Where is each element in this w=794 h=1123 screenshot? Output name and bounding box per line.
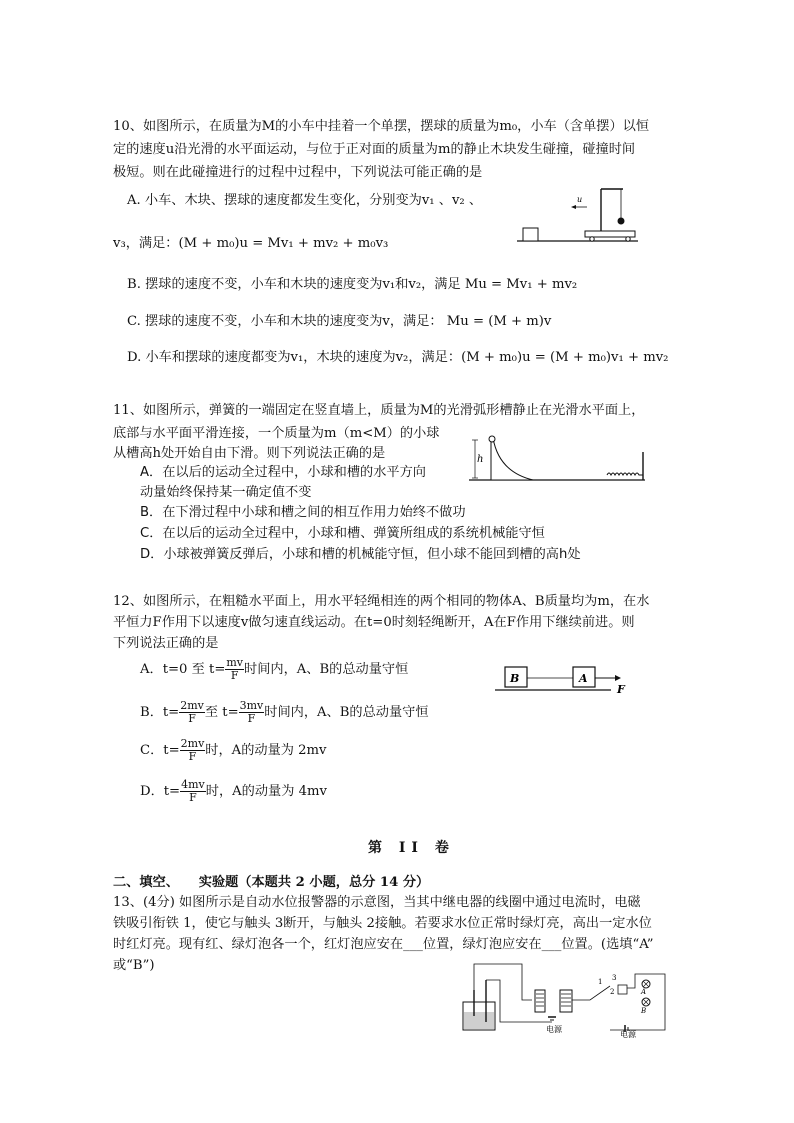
- q11-option-d: D．小球被弹簧反弹后，小球和槽的机械能守恒，但小球不能回到槽的高h处: [140, 547, 581, 562]
- water: [464, 1012, 494, 1029]
- lamp-a-label: A: [641, 988, 647, 996]
- q13-figure-water-alarm: [460, 960, 680, 1038]
- cart-body: [585, 231, 635, 237]
- height-label: h: [477, 454, 484, 465]
- force-arrowhead: [615, 675, 621, 681]
- lamp-b-label: B: [641, 1007, 647, 1015]
- contact-1-label: 1: [598, 978, 603, 986]
- block-b-label: B: [510, 672, 520, 685]
- relay-contact: [618, 985, 627, 994]
- q10-option-a-line2: v₃，满足：(M + m₀)u = Mv₁ + mv₂ + m₀v₃: [113, 236, 389, 251]
- q13-stem-line3: 时红灯亮。现有红、绿灯泡各一个，红灯泡应安在___位置，绿灯泡应安在___位置。(选填“A”: [113, 937, 654, 952]
- force-label: F: [617, 683, 625, 696]
- velocity-label: u: [577, 195, 583, 204]
- wood-block: [523, 228, 538, 241]
- cart-wheel-left: [590, 237, 594, 241]
- q11-stem-line1: 11、如图所示，弹簧的一端固定在竖直墙上，质量为M的光滑弧形槽静止在光滑水平面上，: [113, 403, 645, 418]
- q12-option-d: D．t= $\frac{4mv}{F}$ 时，A的动量为 4mv: [140, 778, 327, 804]
- q11-option-a-line1: A．在以后的运动全过程中，小球和槽的水平方向: [140, 465, 426, 480]
- q11-option-c: C．在以后的运动全过程中，小球和槽、弹簧所组成的系统机械能守恒: [140, 526, 545, 541]
- cart-wheel-right: [626, 237, 630, 241]
- q10-stem-line1: 10、如图所示，在质量为M的小车中挂着一个单摆，摆球的质量为m₀，小车（含单摆）以恒: [113, 119, 650, 134]
- lamp-circuit: [610, 974, 665, 1030]
- q11-stem-line3: 从槽高h处开始自由下滑。则下列说法正确的是: [113, 446, 386, 461]
- section-heading: 二、填空、 实验题（本题共 2 小题，总分 14 分）: [113, 875, 430, 890]
- fraction-3mv-over-f: $\frac{3mv}{F}$: [239, 699, 264, 725]
- q10-option-c: C. 摆球的速度不变，小车和木块的速度变为v，满足： Mu = (M + m)v: [127, 314, 552, 329]
- coil-1: [535, 990, 545, 1012]
- fraction-2mv-over-f: $\frac{2mv}{F}$: [180, 737, 205, 763]
- q12-stem-line3: 下列说法正确的是: [113, 636, 219, 651]
- q10-option-b: B. 摆球的速度不变，小车和木块的速度变为v₁和v₂，满足 Mu = Mv₁ + mv₂: [127, 277, 578, 292]
- ball: [489, 436, 495, 442]
- q11-option-a-line2: 动量始终保持某一确定值不变: [140, 485, 312, 500]
- q12-figure-blocks: [493, 660, 633, 696]
- fraction-4mv-over-f: $\frac{4mv}{F}$: [181, 778, 205, 804]
- q10-stem-line3: 极短。则在此碰撞进行的过程中过程中，下列说法可能正确的是: [113, 165, 483, 180]
- q11-option-b: B．在下滑过程中小球和槽之间的相互作用力始终不做功: [140, 505, 466, 520]
- arc-slot: [491, 438, 533, 480]
- q10-option-d: D. 小车和摆球的速度都变为v₁，木块的速度为v₂，满足：(M + m₀)u = (M + m₀)v₁ + mv₂: [127, 350, 669, 365]
- q10-stem-line2: 定的速度u沿光滑的水平面运动，与位于正对面的质量为m的静止木块发生碰撞，碰撞时间: [113, 142, 636, 157]
- wire-top: [474, 964, 532, 1000]
- section-title: 第 II 卷: [368, 840, 455, 856]
- power-label-2: 电源: [620, 1030, 636, 1038]
- contact-3-label: 3: [612, 974, 617, 982]
- spring: [607, 473, 643, 475]
- fraction-mv-over-f: $\frac{mv}{F}$: [226, 656, 244, 682]
- q11-figure-slot-spring: [467, 432, 647, 484]
- q13-stem-line1: 13、(4分) 如图所示是自动水位报警器的示意图，当其中继电器的线圈中通过电流时，电磁: [113, 895, 641, 910]
- q11-stem-line2: 底部与水平面平滑连接，一个质量为m（m<M）的小球: [113, 426, 440, 441]
- fraction-2mv-over-f: $\frac{2mv}{F}$: [180, 699, 204, 725]
- power-label-1: 电源: [546, 1025, 562, 1034]
- block-a-label: A: [579, 672, 588, 685]
- q13-stem-line2: 铁吸引衔铁 1，使它与触头 3断开，与触头 2接触。若要求水位正常时绿灯亮，高出一定水位: [113, 916, 652, 931]
- velocity-arrowhead: [571, 205, 576, 209]
- q12-stem-line2: 平恒力F作用下以速度v做匀速直线运动。在t=0时刻轻绳断开，A在F作用下继续前进。则: [113, 615, 635, 630]
- coil-2: [560, 990, 572, 1012]
- q10-figure-cart-pendulum: [515, 183, 640, 248]
- armature: [572, 986, 610, 1000]
- q12-option-b: B．t= $\frac{2mv}{F}$ 至 t= $\frac{3mv}{F}$ 时间内，A、B的总动量守恒: [140, 699, 429, 725]
- q10-option-a-line1: A. 小车、木块、摆球的速度都发生变化，分别变为v₁ 、v₂ 、: [127, 193, 483, 208]
- q13-stem-line4: 或“B”): [113, 958, 155, 973]
- q12-option-c: C．t= $\frac{2mv}{F}$ 时，A的动量为 2mv: [140, 737, 327, 763]
- q12-stem-line1: 12、如图所示，在粗糙水平面上，用水平轻绳相连的两个相同的物体A、B质量均为m，在水: [113, 594, 650, 609]
- contact-2-label: 2: [610, 988, 615, 996]
- q12-option-a: A．t=0 至 t= $\frac{mv}{F}$ 时间内，A、B的总动量守恒: [140, 656, 409, 682]
- pendulum-ball: [618, 218, 625, 225]
